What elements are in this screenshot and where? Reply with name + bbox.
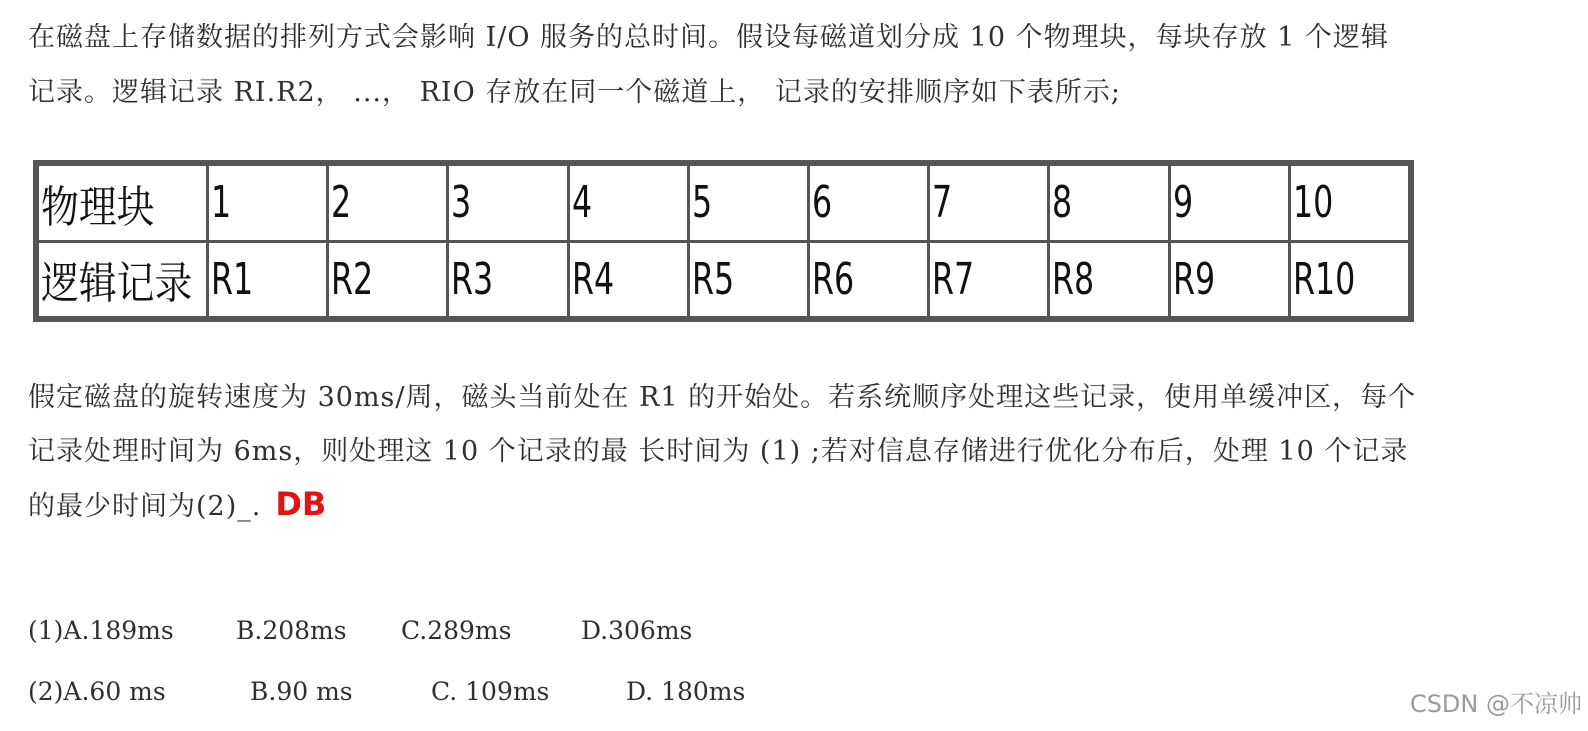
- table-cell: R1: [208, 241, 328, 318]
- answer-annotation: DB: [275, 485, 327, 523]
- table-cell: 2: [328, 165, 448, 242]
- table-cell: R3: [448, 241, 568, 318]
- option-1-b: B.208ms: [236, 616, 347, 645]
- record-layout-table: [33, 160, 1414, 322]
- option-1-c: C.289ms: [401, 616, 512, 645]
- table-cell: 10: [1289, 165, 1409, 242]
- table-cell: R9: [1169, 241, 1289, 318]
- table-row-physical-blocks: [38, 165, 1410, 242]
- table-cell: R6: [808, 241, 928, 318]
- option-2-c: C. 109ms: [431, 677, 550, 706]
- question-line-1: 假定磁盘的旋转速度为 30ms/周，磁头当前处在 R1 的开始处。若系统顺序处理这些记录，使用单缓冲区，每个: [28, 382, 1417, 413]
- table-cell: 9: [1169, 165, 1289, 242]
- table-cell: 6: [808, 165, 928, 242]
- option-2-d: D. 180ms: [626, 677, 746, 706]
- option-1-a: (1)A.189ms: [28, 616, 174, 645]
- csdn-watermark: CSDN @不凉帅: [1409, 690, 1582, 718]
- table-cell: R10: [1289, 241, 1409, 318]
- option-2-a: (2)A.60 ms: [28, 677, 166, 706]
- table-cell: 3: [448, 165, 568, 242]
- row-header-physical-block: 物理块: [38, 165, 208, 242]
- table-cell: 5: [688, 165, 808, 242]
- table-cell: 4: [568, 165, 688, 242]
- table-row-logical-records: [38, 241, 1410, 318]
- row-header-logical-record: 逻辑记录: [38, 241, 208, 318]
- table-cell: 8: [1049, 165, 1169, 242]
- table-cell: 7: [929, 165, 1049, 242]
- record-table: [36, 163, 1411, 319]
- intro-line-1: 在磁盘上存储数据的排列方式会影响 I/O 服务的总时间。假设每磁道划分成 10 个物理块，每块存放 1 个逻辑: [28, 22, 1389, 53]
- table-cell: R7: [929, 241, 1049, 318]
- question-line-2: 记录处理时间为 6ms，则处理这 10 个记录的最 长时间为 (1) ;若对信息存储进行优化分布后，处理 10 个记录: [28, 436, 1409, 467]
- table-cell: R8: [1049, 241, 1169, 318]
- option-2-b: B.90 ms: [250, 677, 353, 706]
- table-cell: R2: [328, 241, 448, 318]
- intro-line-2: 记录。逻辑记录 RI.R2， ...， RIO 存放在同一个磁道上， 记录的安排顺序如下表所示;: [28, 77, 1121, 108]
- table-cell: R5: [688, 241, 808, 318]
- question-line-3: [28, 477, 326, 534]
- option-1-d: D.306ms: [581, 616, 693, 645]
- table-cell: 1: [208, 165, 328, 242]
- question-line-3-text: 的最少时间为(2)_.: [28, 491, 262, 522]
- table-cell: R4: [568, 241, 688, 318]
